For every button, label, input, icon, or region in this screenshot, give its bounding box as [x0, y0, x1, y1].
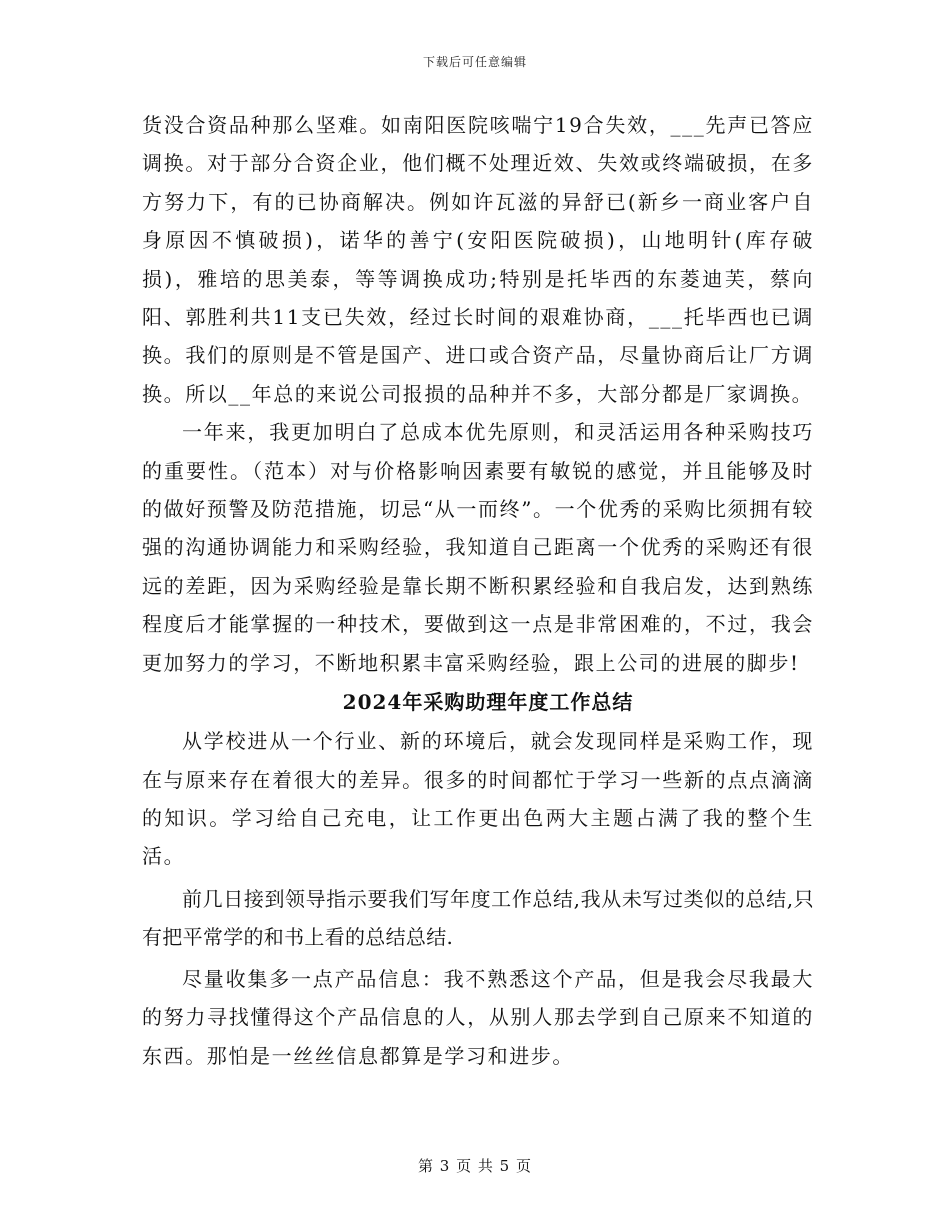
- paragraph-new-environment: 从学校进从一个行业、新的环境后，就会发现同样是采购工作，现在与原来存在着很大的差异。很多的时间都忙于学习一些新的点点滴滴的知识。学习给自己充电，让工作更出色两大主题占满了我的整个生活。: [142, 729, 814, 869]
- document-body: [142, 106, 814, 1075]
- page-header-note: 下载后可任意编辑: [422, 55, 527, 69]
- paragraph-leader-instruction: 前几日接到领导指示要我们写年度工作总结,我从未写过类似的总结,只有把平常学的和书上看的总结总结.: [142, 886, 814, 949]
- paragraph-year-reflection: 一年来，我更加明白了总成本优先原则，和灵活运用各种采购技巧的重要性。（范本）对与价格影响因素要有敏锐的感觉，并且能够及时的做好预警及防范措施，切忌“从一而终”。一个优秀的采购比须拥有较强的沟通协调能力和采购经验，我知道自己距离一个优秀的采购还有很远的差距，因为采购经验是靠长期不断积累经验和自我启发，达到熟练程度后才能掌握的一种技术，要做到这一点是非常困难的，不过，我会更加努力的学习，不断地积累丰富采购经验，跟上公司的进展的脚步!: [142, 420, 814, 675]
- page-number-footer: 第 3 页 共 5 页: [418, 1157, 532, 1175]
- section-title: 2024年采购助理年度工作总结: [342, 690, 634, 715]
- paragraph-continuation: 货没合资品种那么坚难。如南阳医院咳喘宁19合失效，___先声已答应调换。对于部分合资企业，他们概不处理近效、失效或终端破损，在多方努力下，有的已协商解决。例如许瓦滋的异舒已(新乡一商业客户自身原因不慎破损)，诺华的善宁(安阳医院破损)，山地明针(库存破损)，雅培的思美泰，等等调换成功;特别是托毕西的东菱迪芙，蔡向阳、郭胜利共11支已失效，经过长时间的艰难协商，___托毕西也已调换。我们的原则是不管是国产、进口或合资产品，尽量协商后让厂方调换。所以__年总的来说公司报损的品种并不多，大部分都是厂家调换。: [142, 113, 814, 406]
- paragraph-product-info: 尽量收集多一点产品信息：我不熟悉这个产品，但是我会尽我最大的努力寻找懂得这个产品信息的人，从别人那去学到自己原来不知道的东西。那怕是一丝丝信息都算是学习和进步。: [142, 966, 814, 1068]
